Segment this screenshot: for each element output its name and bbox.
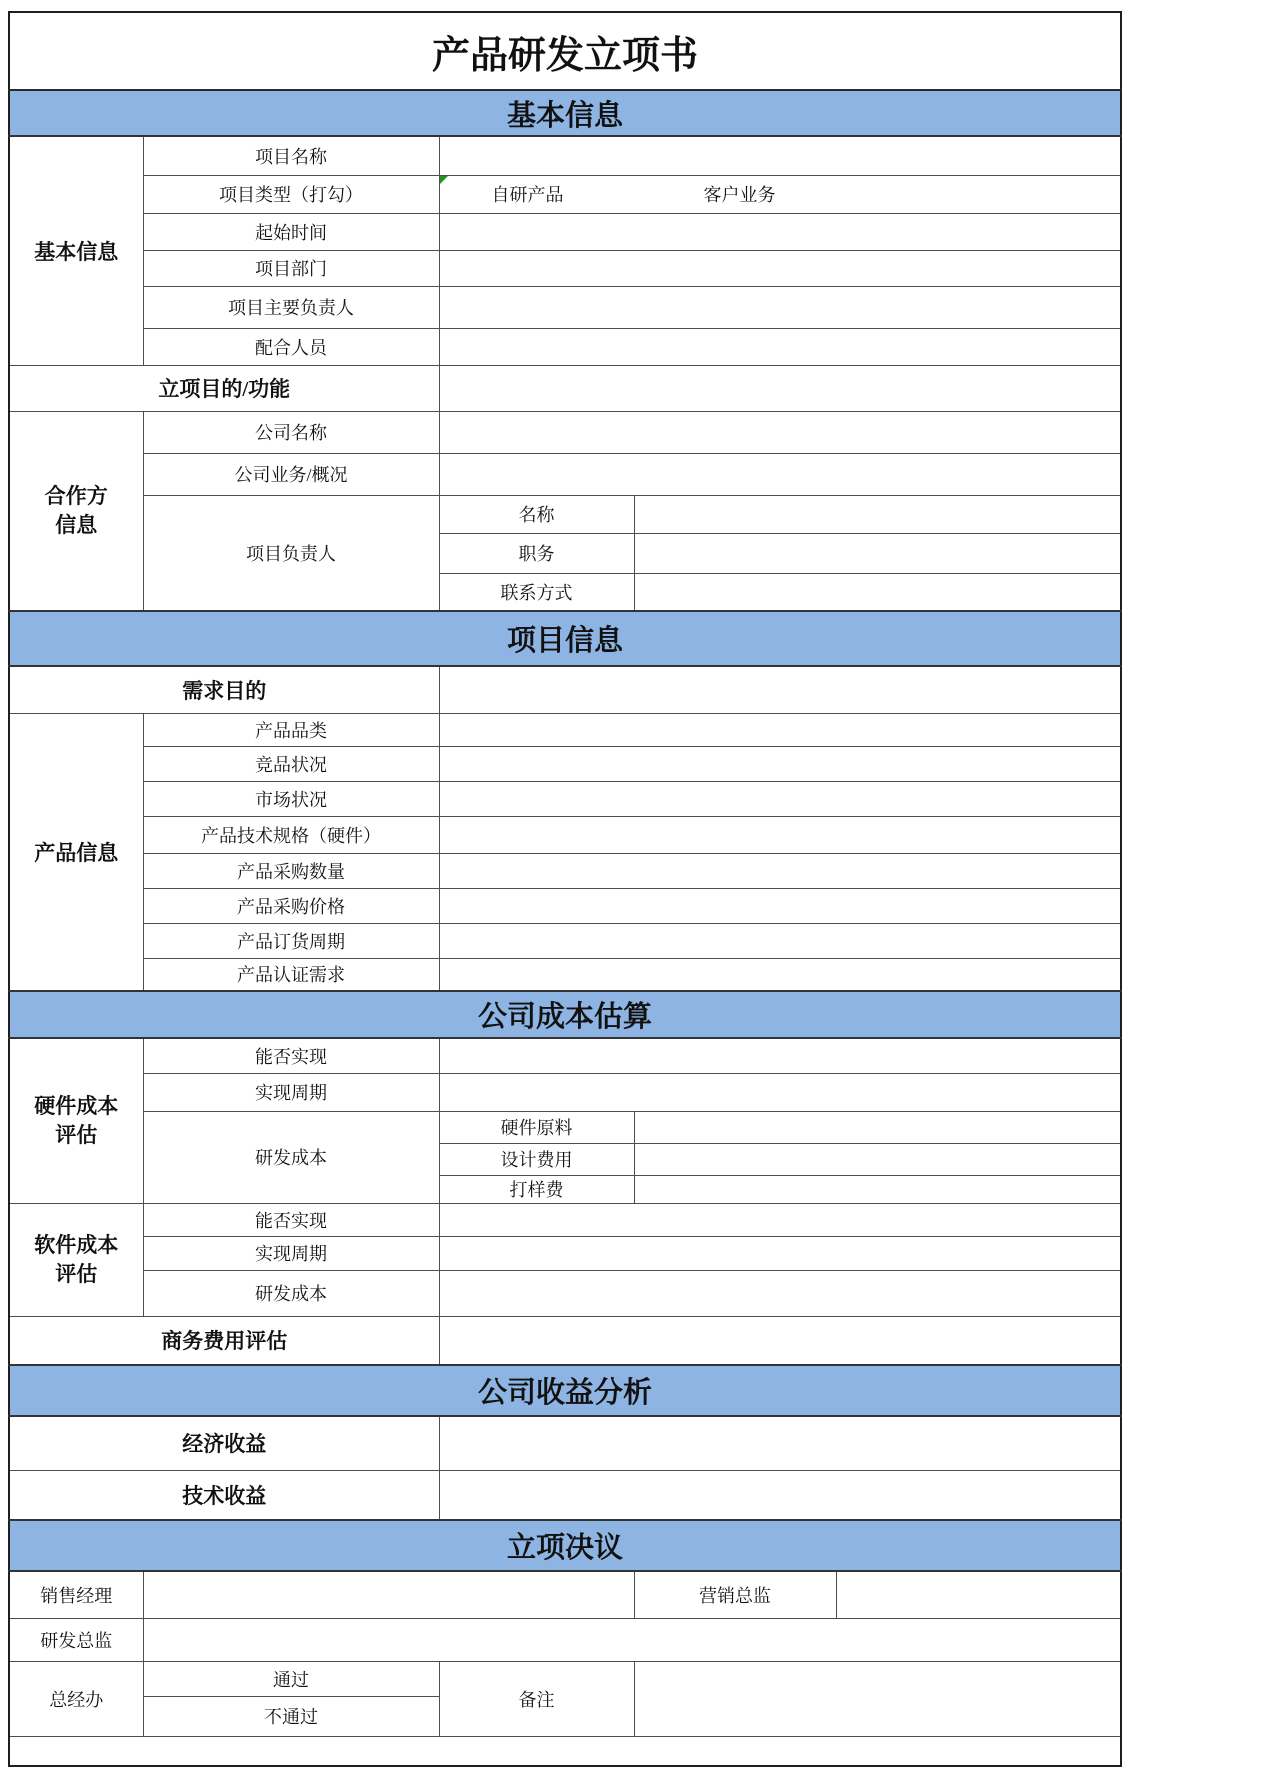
- hw-period-value-cell[interactable]: [439, 1073, 1121, 1111]
- label-sales-manager: 销售经理: [9, 1571, 143, 1618]
- sales-manager-sign-cell[interactable]: [143, 1571, 634, 1618]
- group-basic-info: 基本信息: [9, 136, 143, 365]
- company-name-value-cell[interactable]: [439, 411, 1121, 453]
- project-proposal-form: [8, 11, 1122, 1767]
- remark-value-cell[interactable]: [634, 1661, 1121, 1736]
- label-partner-leader: 项目负责人: [143, 495, 439, 611]
- option-self-developed: 自研产品: [491, 185, 564, 205]
- label-tech-spec-hardware: 产品技术规格（硬件）: [143, 816, 439, 853]
- label-sample-fee: 打样费: [439, 1175, 634, 1203]
- business-cost-value-cell[interactable]: [439, 1316, 1121, 1365]
- sw-feasibility-value-cell[interactable]: [439, 1203, 1121, 1236]
- label-sw-rd-cost: 研发成本: [143, 1270, 439, 1316]
- sw-rd-cost-value-cell[interactable]: [439, 1270, 1121, 1316]
- label-business-cost: 商务费用评估: [9, 1316, 439, 1365]
- demand-purpose-value-cell[interactable]: [439, 666, 1121, 713]
- start-time-value-cell[interactable]: [439, 213, 1121, 250]
- label-hw-period: 实现周期: [143, 1073, 439, 1111]
- leader-contact-value-cell[interactable]: [634, 573, 1121, 611]
- form-title: 产品研发立项书: [9, 12, 1121, 90]
- label-sw-period: 实现周期: [143, 1236, 439, 1270]
- leader-name-value-cell[interactable]: [634, 495, 1121, 533]
- label-company-name: 公司名称: [143, 411, 439, 453]
- option-client-business: 客户业务: [703, 185, 776, 205]
- competitor-status-value-cell[interactable]: [439, 746, 1121, 781]
- label-order-cycle: 产品订货周期: [143, 923, 439, 958]
- label-leader-title: 职务: [439, 533, 634, 573]
- label-competitor-status: 竞品状况: [143, 746, 439, 781]
- group-product-info: 产品信息: [9, 713, 143, 991]
- label-fail[interactable]: 不通过: [143, 1696, 439, 1736]
- market-status-value-cell[interactable]: [439, 781, 1121, 816]
- label-pass[interactable]: 通过: [143, 1661, 439, 1696]
- label-leader-name: 名称: [439, 495, 634, 533]
- label-demand-purpose: 需求目的: [9, 666, 439, 713]
- label-rd-cost: 研发成本: [143, 1111, 439, 1203]
- label-certification-needs: 产品认证需求: [143, 958, 439, 991]
- label-main-leader: 项目主要负责人: [143, 286, 439, 328]
- certification-needs-value-cell[interactable]: [439, 958, 1121, 991]
- group-software-cost: 软件成本评估: [9, 1203, 143, 1316]
- label-market-status: 市场状况: [143, 781, 439, 816]
- bottom-empty-row[interactable]: [9, 1736, 1121, 1766]
- design-fee-value-cell[interactable]: [634, 1143, 1121, 1175]
- label-rd-director: 研发总监: [9, 1618, 143, 1661]
- section-header-project-info: 项目信息: [9, 611, 1121, 666]
- label-product-category: 产品品类: [143, 713, 439, 746]
- purchase-price-value-cell[interactable]: [439, 888, 1121, 923]
- project-type-options: [440, 181, 1121, 207]
- hw-feasibility-value-cell[interactable]: [439, 1038, 1121, 1073]
- label-hw-feasibility: 能否实现: [143, 1038, 439, 1073]
- sw-period-value-cell[interactable]: [439, 1236, 1121, 1270]
- company-profile-value-cell[interactable]: [439, 453, 1121, 495]
- section-header-basic-info: 基本信息: [9, 90, 1121, 136]
- label-purchase-price: 产品采购价格: [143, 888, 439, 923]
- purpose-function-value-cell[interactable]: [439, 365, 1121, 411]
- group-partner-info: 合作方信息: [9, 411, 143, 611]
- order-cycle-value-cell[interactable]: [439, 923, 1121, 958]
- label-remark: 备注: [439, 1661, 634, 1736]
- label-hw-material: 硬件原料: [439, 1111, 634, 1143]
- project-type-value-cell[interactable]: [439, 175, 1121, 213]
- technical-benefit-value-cell[interactable]: [439, 1470, 1121, 1520]
- label-purpose-function: 立项目的/功能: [9, 365, 439, 411]
- label-technical-benefit: 技术收益: [9, 1470, 439, 1520]
- sample-fee-value-cell[interactable]: [634, 1175, 1121, 1203]
- label-marketing-director: 营销总监: [634, 1571, 836, 1618]
- section-header-decision: 立项决议: [9, 1520, 1121, 1571]
- label-design-fee: 设计费用: [439, 1143, 634, 1175]
- support-staff-value-cell[interactable]: [439, 328, 1121, 365]
- project-name-value-cell[interactable]: [439, 136, 1121, 175]
- label-leader-contact: 联系方式: [439, 573, 634, 611]
- label-project-department: 项目部门: [143, 250, 439, 286]
- marketing-director-sign-cell[interactable]: [836, 1571, 1121, 1618]
- hw-material-value-cell[interactable]: [634, 1111, 1121, 1143]
- product-category-value-cell[interactable]: [439, 713, 1121, 746]
- label-project-type: 项目类型（打勾）: [143, 175, 439, 213]
- label-sw-feasibility: 能否实现: [143, 1203, 439, 1236]
- leader-title-value-cell[interactable]: [634, 533, 1121, 573]
- label-project-name: 项目名称: [143, 136, 439, 175]
- purchase-quantity-value-cell[interactable]: [439, 853, 1121, 888]
- label-start-time: 起始时间: [143, 213, 439, 250]
- rd-director-sign-cell[interactable]: [143, 1618, 1121, 1661]
- economic-benefit-value-cell[interactable]: [439, 1416, 1121, 1470]
- label-company-profile: 公司业务/概况: [143, 453, 439, 495]
- tech-spec-hardware-value-cell[interactable]: [439, 816, 1121, 853]
- label-purchase-quantity: 产品采购数量: [143, 853, 439, 888]
- group-hardware-cost: 硬件成本评估: [9, 1038, 143, 1203]
- section-header-benefit-analysis: 公司收益分析: [9, 1365, 1121, 1416]
- label-gm-office: 总经办: [9, 1661, 143, 1736]
- section-header-cost-estimate: 公司成本估算: [9, 991, 1121, 1038]
- project-department-value-cell[interactable]: [439, 250, 1121, 286]
- main-leader-value-cell[interactable]: [439, 286, 1121, 328]
- label-economic-benefit: 经济收益: [9, 1416, 439, 1470]
- label-support-staff: 配合人员: [143, 328, 439, 365]
- cell-comment-marker-icon: [440, 176, 448, 184]
